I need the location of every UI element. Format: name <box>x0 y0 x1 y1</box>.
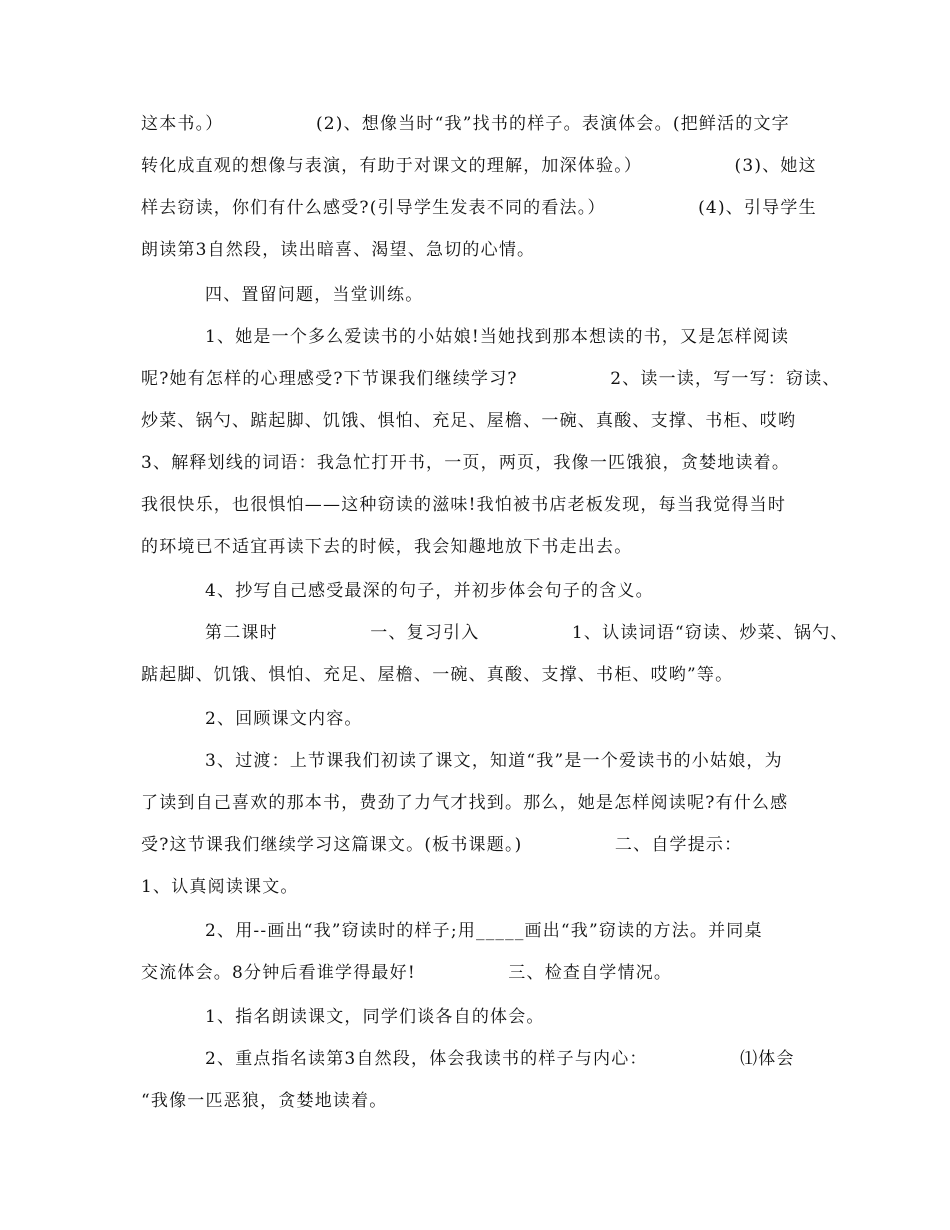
text-line: 的环境已不适宜再读下去的时候，我会知趣地放下书走出去。 <box>141 537 633 557</box>
text-line: 了读到自己喜欢的那本书，费劲了力气才找到。那么，她是怎样阅读呢?有什么感 <box>141 793 789 813</box>
text-line: 2、回顾课文内容。 <box>205 709 363 729</box>
text-line: “我像一匹恶狼，贪婪地读着。 <box>141 1091 388 1111</box>
text-line: 四、置留问题，当堂训练。 <box>205 285 424 305</box>
text-line: 呢?她有怎样的心理感受?下节课我们继续学习? 2、读一读，写一写：窃读、 <box>141 369 841 389</box>
text-line: 3、过渡：上节课我们初读了课文，知道“我”是一个爱读书的小姑娘，为 <box>205 751 783 771</box>
text-line: 踮起脚、饥饿、惧怕、充足、屋檐、一碗、真酸、支撑、书柜、哎哟”等。 <box>141 665 734 685</box>
text-line: 样去窃读，你们有什么感受?(引导学生发表不同的看法。） (4)、引导学生 <box>141 198 817 218</box>
text-line: 炒菜、锅勺、踮起脚、饥饿、惧怕、充足、屋檐、一碗、真酸、支撑、书柜、哎哟 <box>141 411 797 431</box>
text-line: 1、认真阅读课文。 <box>141 877 299 897</box>
text-line: 3、解释划线的词语：我急忙打开书，一页，两页，我像一匹饿狼，贪婪地读着。 <box>141 453 791 473</box>
text-line: 第二课时 一、复习引入 1、认读词语“窃读、炒菜、锅勺、 <box>205 623 849 643</box>
text-line: 我很快乐，也很惧怕——这种窃读的滋味!我怕被书店老板发现，每当我觉得当时 <box>141 495 787 515</box>
text-line: 这本书。） (2)、想像当时“我”找书的样子。表演体会。(把鲜活的文字 <box>141 114 790 134</box>
text-line: 1、指名朗读课文，同学们谈各自的体会。 <box>205 1007 545 1027</box>
text-line: 朗读第3自然段，读出暗喜、渴望、急切的心情。 <box>141 240 536 260</box>
text-line: 2、用--画出“我”窃读时的样子;用_____画出“我”窃读的方法。并同桌 <box>205 921 763 941</box>
text-line: 4、抄写自己感受最深的句子，并初步体会句子的含义。 <box>205 581 654 601</box>
text-line: 2、重点指名读第3自然段，体会我读书的样子与内心： ⑴体会 <box>205 1049 795 1069</box>
text-line: 受?这节课我们继续学习这篇课文。(板书课题。) 二、自学提示： <box>141 835 743 855</box>
text-line: 转化成直观的想像与表演，有助于对课文的理解，加深体验。） (3)、她这 <box>141 156 817 176</box>
text-line: 1、她是一个多么爱读书的小姑娘!当她找到那本想读的书，又是怎样阅读 <box>205 327 790 347</box>
text-line: 交流体会。8分钟后看谁学得最好! 三、检查自学情况。 <box>141 963 673 983</box>
